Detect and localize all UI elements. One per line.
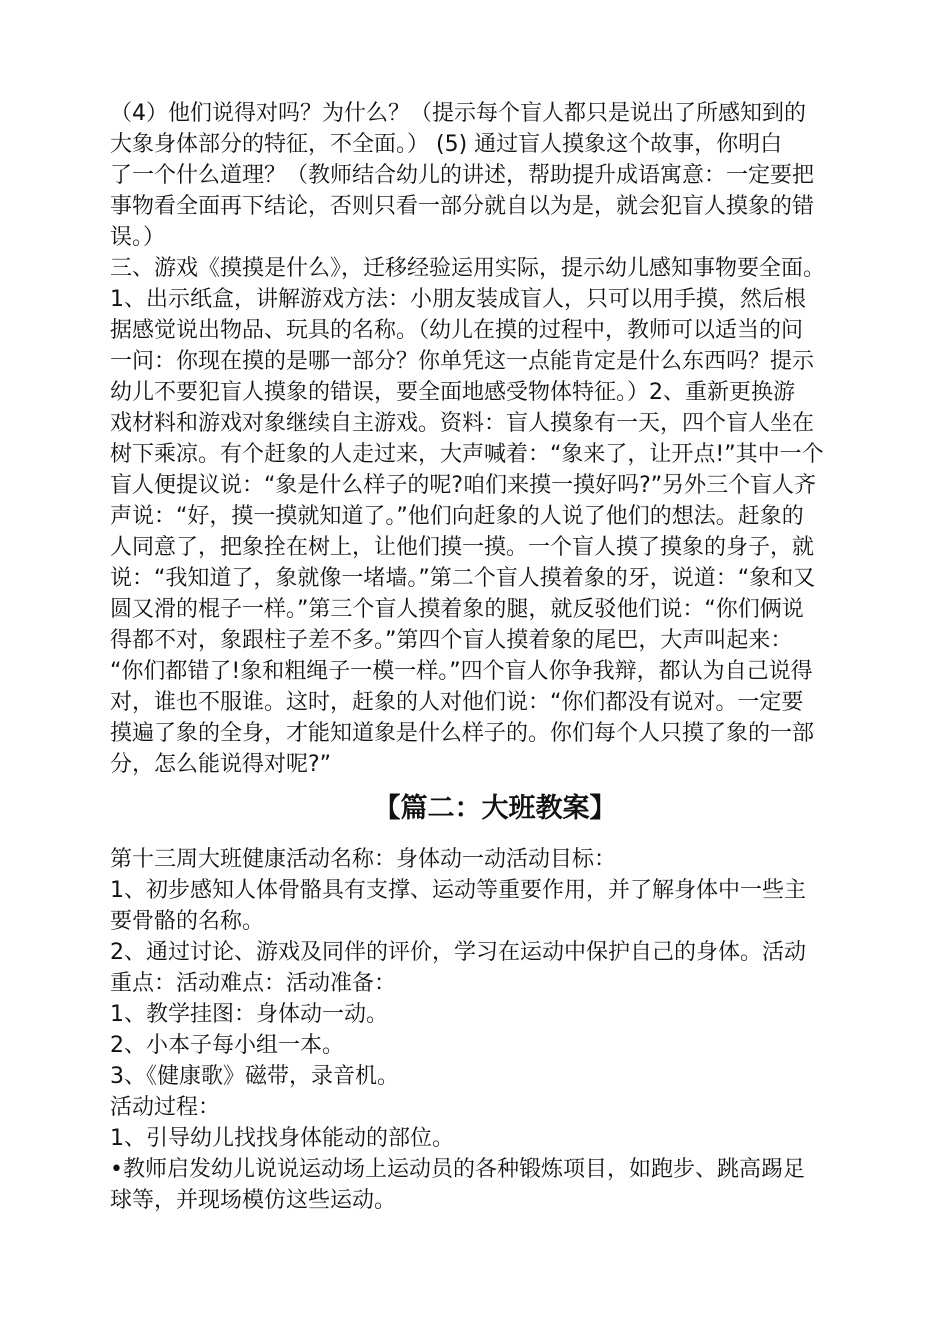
text-line: 要骨骼的名称。 bbox=[110, 909, 265, 934]
text-line: 误。） bbox=[110, 225, 166, 250]
section-1-body bbox=[110, 98, 880, 780]
text-line: 戏材料和游戏对象继续自主游戏。资料：盲人摸象有一天，四个盲人坐在 bbox=[110, 411, 815, 436]
text-line: 活动过程： bbox=[110, 1095, 221, 1120]
document-page bbox=[110, 98, 880, 1216]
text-line: “你们都错了!象和粗绳子一模一样。”四个盲人你争我辩，都认为自己说得 bbox=[110, 659, 813, 684]
text-line: 了一个什么道理？（教师结合幼儿的讲述，帮助提升成语寓意：一定要把 bbox=[110, 163, 815, 188]
text-line: 1、教学挂图：身体动一动。 bbox=[110, 1002, 388, 1027]
text-line: 说：“我知道了，象就像一堵墙。”第二个盲人摸着象的牙，说道：“象和又 bbox=[110, 566, 816, 591]
text-line: 人同意了，把象拴在树上，让他们摸一摸。一个盲人摸了摸象的身子，就 bbox=[110, 535, 815, 560]
text-line: 大象身体部分的特征，不全面。） (5) 通过盲人摸象这个故事，你明白 bbox=[110, 132, 783, 157]
text-line: 幼儿不要犯盲人摸象的错误，要全面地感受物体特征。）2、重新更换游 bbox=[110, 380, 795, 405]
text-line: 3、《健康歌》磁带，录音机。 bbox=[110, 1064, 399, 1089]
text-line: 重点：活动难点：活动准备： bbox=[110, 971, 397, 996]
text-line: 得都不对，象跟柱子差不多。”第四个盲人摸着象的尾巴，大声叫起来： bbox=[110, 628, 793, 653]
text-line: 分，怎么能说得对呢?” bbox=[110, 752, 332, 777]
text-line: 1、出示纸盒，讲解游戏方法：小朋友装成盲人，只可以用手摸，然后根 bbox=[110, 287, 806, 312]
text-line: 树下乘凉。有个赶象的人走过来，大声喊着：“象来了，让开点!”其中一个 bbox=[110, 442, 824, 467]
text-line: 据感觉说出物品、玩具的名称。（幼儿在摸的过程中，教师可以适当的问 bbox=[110, 318, 804, 343]
section-heading: 【篇二：大班教案】 bbox=[373, 793, 617, 824]
text-line: •教师启发幼儿说说运动场上运动员的各种锻炼项目，如跑步、跳高踢足 bbox=[110, 1157, 805, 1182]
text-line: 第十三周大班健康活动名称：身体动一动活动目标： bbox=[110, 847, 617, 872]
text-line: 2、小本子每小组一本。 bbox=[110, 1033, 344, 1058]
text-line: 声说：“好，摸一摸就知道了。”他们向赶象的人说了他们的想法。赶象的 bbox=[110, 504, 804, 529]
text-line: 2、通过讨论、游戏及同伴的评价，学习在运动中保护自己的身体。活动 bbox=[110, 940, 806, 965]
text-line: 摸遍了象的全身，才能知道象是什么样子的。你们每个人只摸了象的一部 bbox=[110, 721, 815, 746]
text-line: 球等，并现场模仿这些运动。 bbox=[110, 1188, 397, 1213]
text-line: 对，谁也不服谁。这时，赶象的人对他们说：“你们都没有说对。一定要 bbox=[110, 690, 804, 715]
section-2-body bbox=[110, 844, 880, 1216]
text-line: 盲人便提议说：“象是什么样子的呢?咱们来摸一摸好吗?”另外三个盲人齐 bbox=[110, 473, 817, 498]
text-line: 三、游戏《摸摸是什么》，迁移经验运用实际，提示幼儿感知事物要全面。 bbox=[110, 256, 826, 281]
text-line: 1、引导幼儿找找身体能动的部位。 bbox=[110, 1126, 454, 1151]
text-line: 圆又滑的棍子一样。”第三个盲人摸着象的腿，就反驳他们说：“你们俩说 bbox=[110, 597, 804, 622]
text-line: 1、初步感知人体骨骼具有支撑、运动等重要作用，并了解身体中一些主 bbox=[110, 878, 806, 903]
text-line: 一问：你现在摸的是哪一部分？你单凭这一点能肯定是什么东西吗？提示 bbox=[110, 349, 815, 374]
text-line: （4）他们说得对吗？为什么？（提示每个盲人都只是说出了所感知到的 bbox=[110, 101, 806, 126]
text-line: 事物看全面再下结论，否则只看一部分就自以为是，就会犯盲人摸象的错 bbox=[110, 194, 815, 219]
